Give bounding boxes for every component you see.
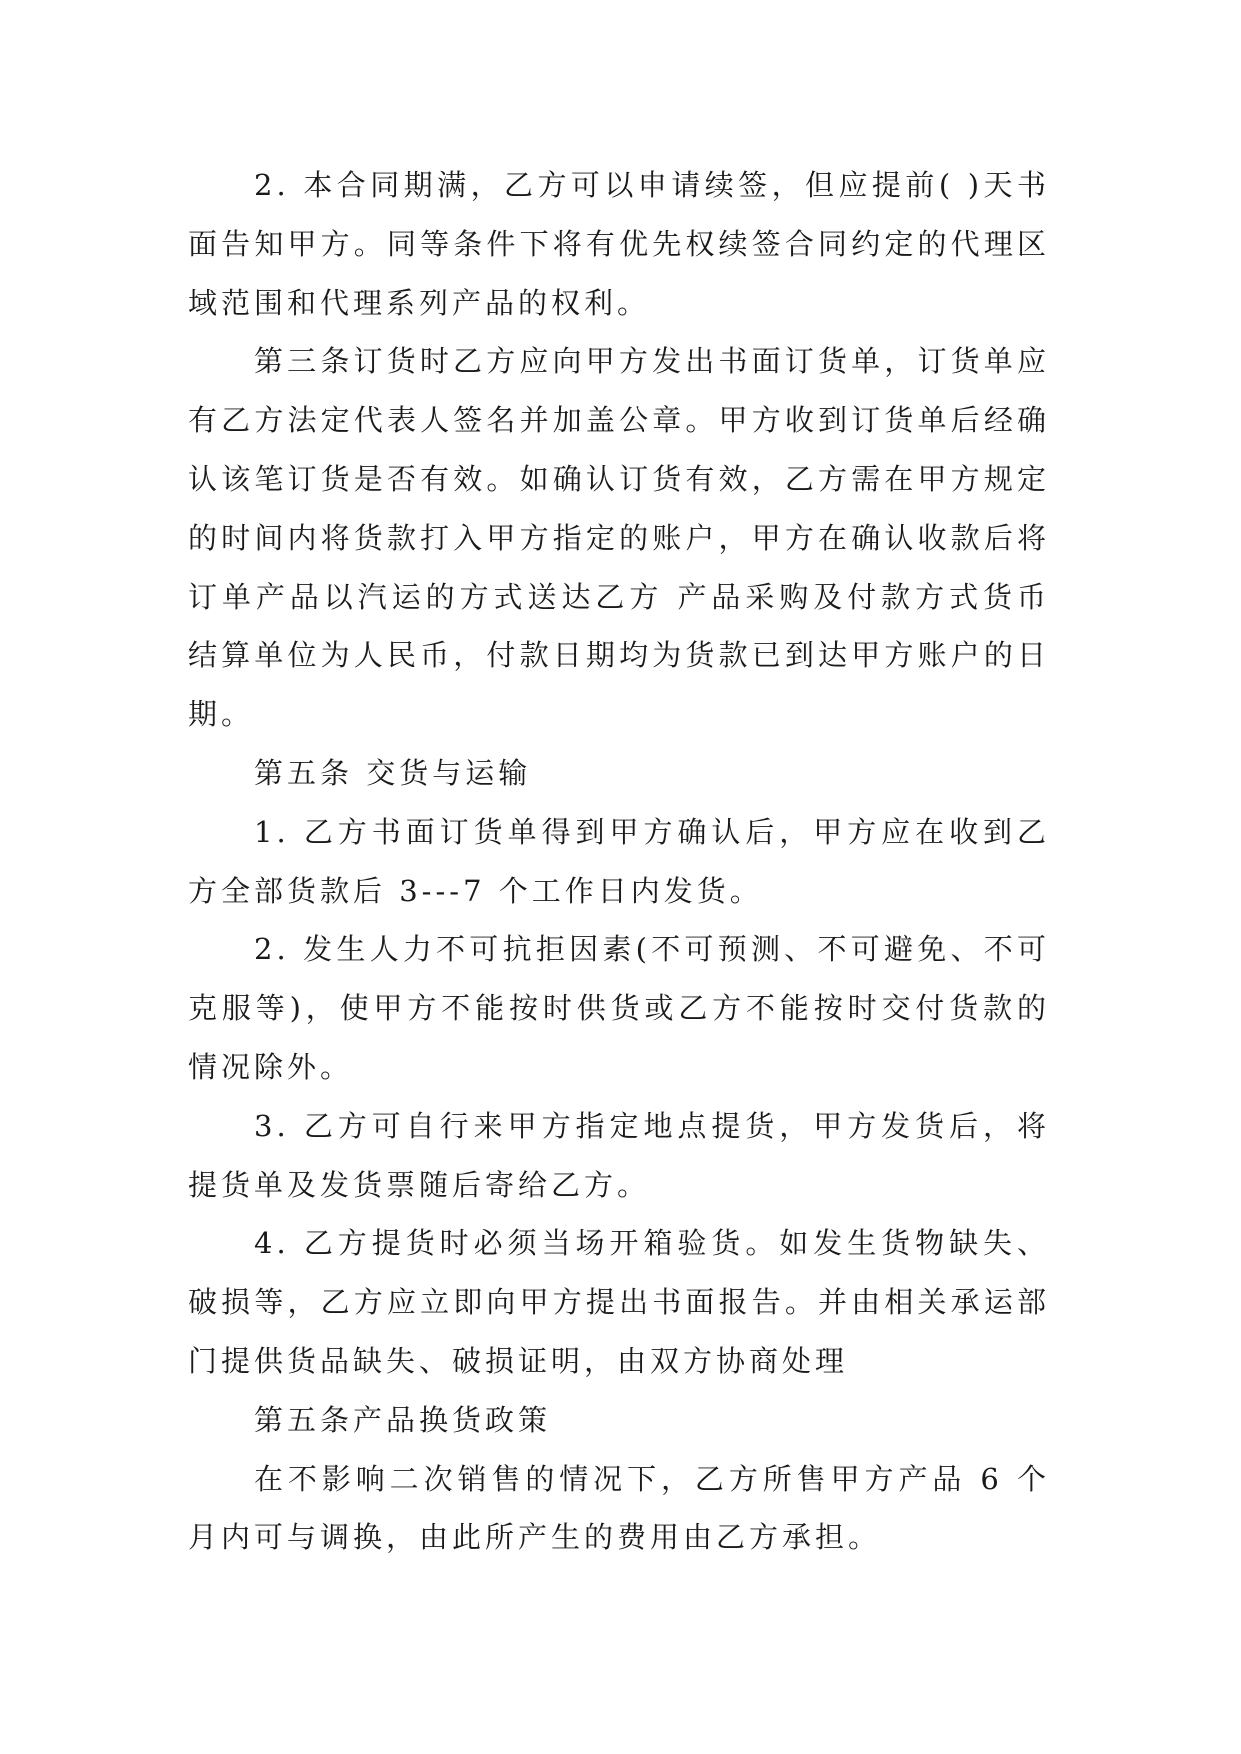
paragraph-delivery-3: 3. 乙方可自行来甲方指定地点提货，甲方发货后，将提货单及发货票随后寄给乙方。 [188,1108,1050,1202]
paragraph-delivery-2: 2. 发生人力不可抗拒因素(不可预测、不可避免、不可克服等)，使甲方不能按时供货或乙方不能按时交付货款的情况除外。 [188,932,1050,1084]
paragraph-exchange-policy: 在不影响二次销售的情况下，乙方所售甲方产品 6 个月内可与调换，由此所产生的费用由乙方承担。 [188,1461,1050,1555]
paragraph-article-3-ordering: 第三条订货时乙方应向甲方发出书面订货单，订货单应有乙方法定代表人签名并加盖公章。甲方收到订货单后经确认该笔订货是否有效。如确认订货有效，乙方需在甲方规定的时间内将货款打入甲方指定的账户，甲方在确认收款后将订单产品以汽运的方式送达乙方 产品采购及付款方式货币结算单位为人民币，付款日期均为货款已到达甲方账户的日期。 [188,344,1050,732]
heading-article-5-exchange: 第五条产品换货政策 [254,1402,552,1437]
paragraph-delivery-1: 1. 乙方书面订货单得到甲方确认后，甲方应在收到乙方全部货款后 3---7 个工作日内发货。 [188,814,1050,908]
document-body [188,156,1050,1567]
paragraph-renewal: 2. 本合同期满，乙方可以申请续签，但应提前( )天书面告知甲方。同等条件下将有优先权续签合同约定的代理区域范围和代理系列产品的权利。 [188,168,1050,320]
heading-article-5-delivery: 第五条 交货与运输 [254,755,532,790]
paragraph-delivery-4: 4. 乙方提货时必须当场开箱验货。如发生货物缺失、破损等，乙方应立即向甲方提出书面报告。并由相关承运部门提供货品缺失、破损证明，由双方协商处理 [188,1226,1050,1378]
